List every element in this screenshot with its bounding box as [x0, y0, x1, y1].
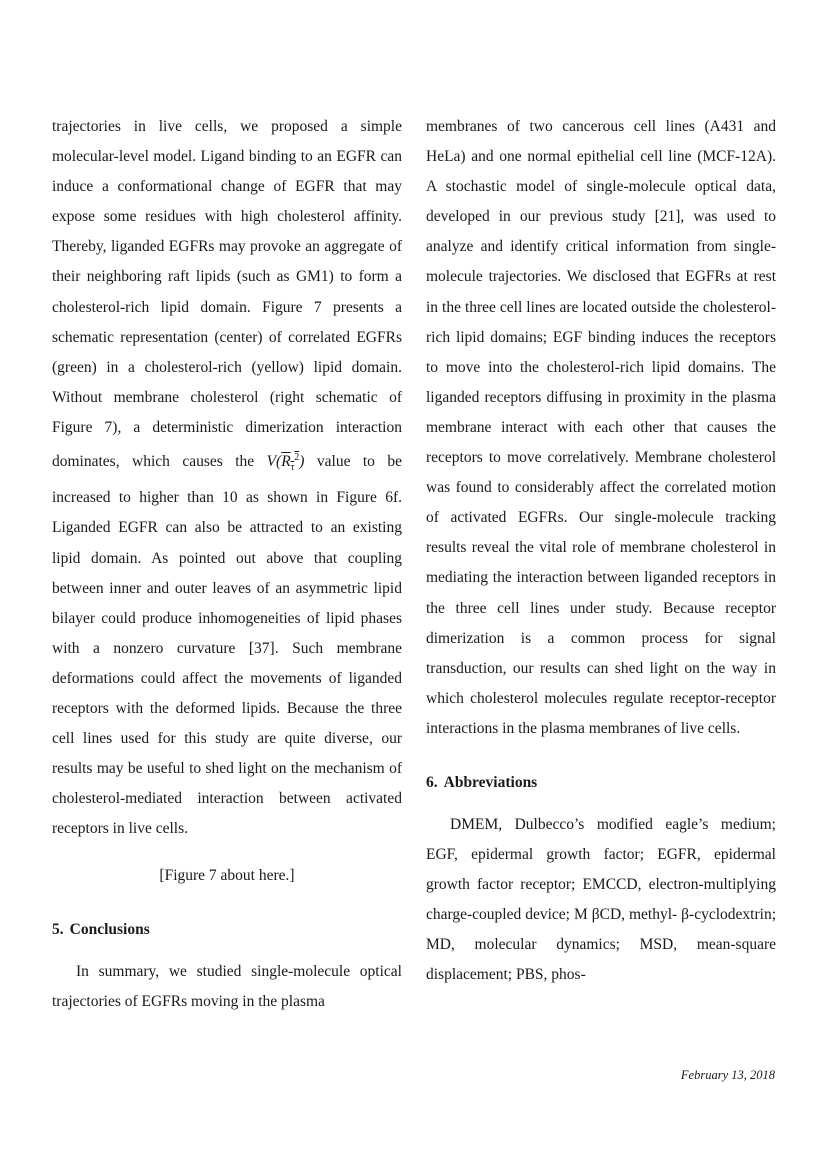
math-tau: τ [290, 462, 295, 474]
math-v: V [266, 453, 277, 471]
math-r: R [281, 453, 291, 471]
section-number: 6. [426, 773, 438, 791]
left-column [52, 112, 402, 1017]
paragraph-text-cont: value to be increased to higher than 10 as shown in Figure 6f. Liganded EGFR can also be attracted to an existing lipid domain. As pointed out above that coupling between inner and outer leaves of an asymmetric lipid bilayer could produce inhomogeneities of lipid phases with a nonzero curvature [37]. Such membrane deformations could affect the movements of liganded receptors with the deformed lipids. Because the three cell lines used for this study are quite diverse, our results may be useful to shed light on the mechanism of cholesterol-mediated interaction between activated receptors in live cells. [52, 453, 402, 838]
discussion-paragraph [52, 112, 402, 845]
section-title: Conclusions [69, 920, 150, 938]
abbreviations-paragraph: DMEM, Dulbecco’s modified eagle’s medium; EGF, epidermal growth factor; EGFR, epidermal growth factor receptor; EMCCD, electron-multiplying charge-coupled device; M βCD, methyl- β-cyclodextrin; MD, molecular dynamics; MSD, mean-square displacement; PBS, phos- [426, 815, 776, 984]
math-r-bar [281, 452, 300, 474]
conclusions-paragraph-cont: membranes of two cancerous cell lines (A431 and HeLa) and one normal epithelial cell line (MCF-12A). A stochastic model of single-molecule optical data, developed in our previous study [21], was used to analyze and identify critical information from single-molecule trajectories. We disclosed that EGFRs at rest in the three cell lines are located outside the cholesterol-rich lipid domains; EGF binding induces the receptors to move into the cholesterol-rich lipid domains. The liganded receptors diffusing in proximity in the plasma membrane interact with each other that causes the receptors to move correlatively. Membrane cholesterol was found to considerably affect the correlated motion of activated EGFRs. Our single-molecule tracking results reveal the vital role of membrane cholesterol in mediating the interaction between liganded receptors in the three cell lines under study. Because receptor dimerization is a common process for signal transduction, our results can shed light on the way in which cholesterol molecules regulate receptor-receptor interactions in the plasma membranes of live cells. [426, 118, 776, 737]
conclusions-heading [52, 915, 402, 945]
math-variance-expression: $V(R_\tau^2)$ [266, 452, 305, 474]
section-number: 5. [52, 920, 64, 938]
paragraph-text: trajectories in live cells, we proposed a simple molecular-level model. Ligand binding to an EGFR can induce a conformational change of EGFR that may expose some residues with high cholesterol affinity. Thereby, liganded EGFRs may provoke an aggregate of their neighboring raft lipids (such as GM1) to form a cholesterol-rich lipid domain. Figure 7 presents a schematic representation (center) of correlated EGFRs (green) in a cholesterol-rich (yellow) lipid domain. Without membrane cholesterol (right schematic of Figure 7), a deterministic dimerization interaction dominates, which causes the [52, 118, 402, 471]
section-title: Abbreviations [443, 773, 538, 791]
footer-date: February 13, 2018 [680, 1068, 775, 1082]
figure-placeholder: [Figure 7 about here.] [159, 866, 295, 884]
abbreviations-heading [426, 768, 776, 798]
math-exponent: 2 [294, 452, 300, 464]
conclusions-paragraph: In summary, we studied single-molecule optical trajectories of EGFRs moving in the plasma [52, 962, 402, 1010]
right-column [426, 112, 776, 991]
